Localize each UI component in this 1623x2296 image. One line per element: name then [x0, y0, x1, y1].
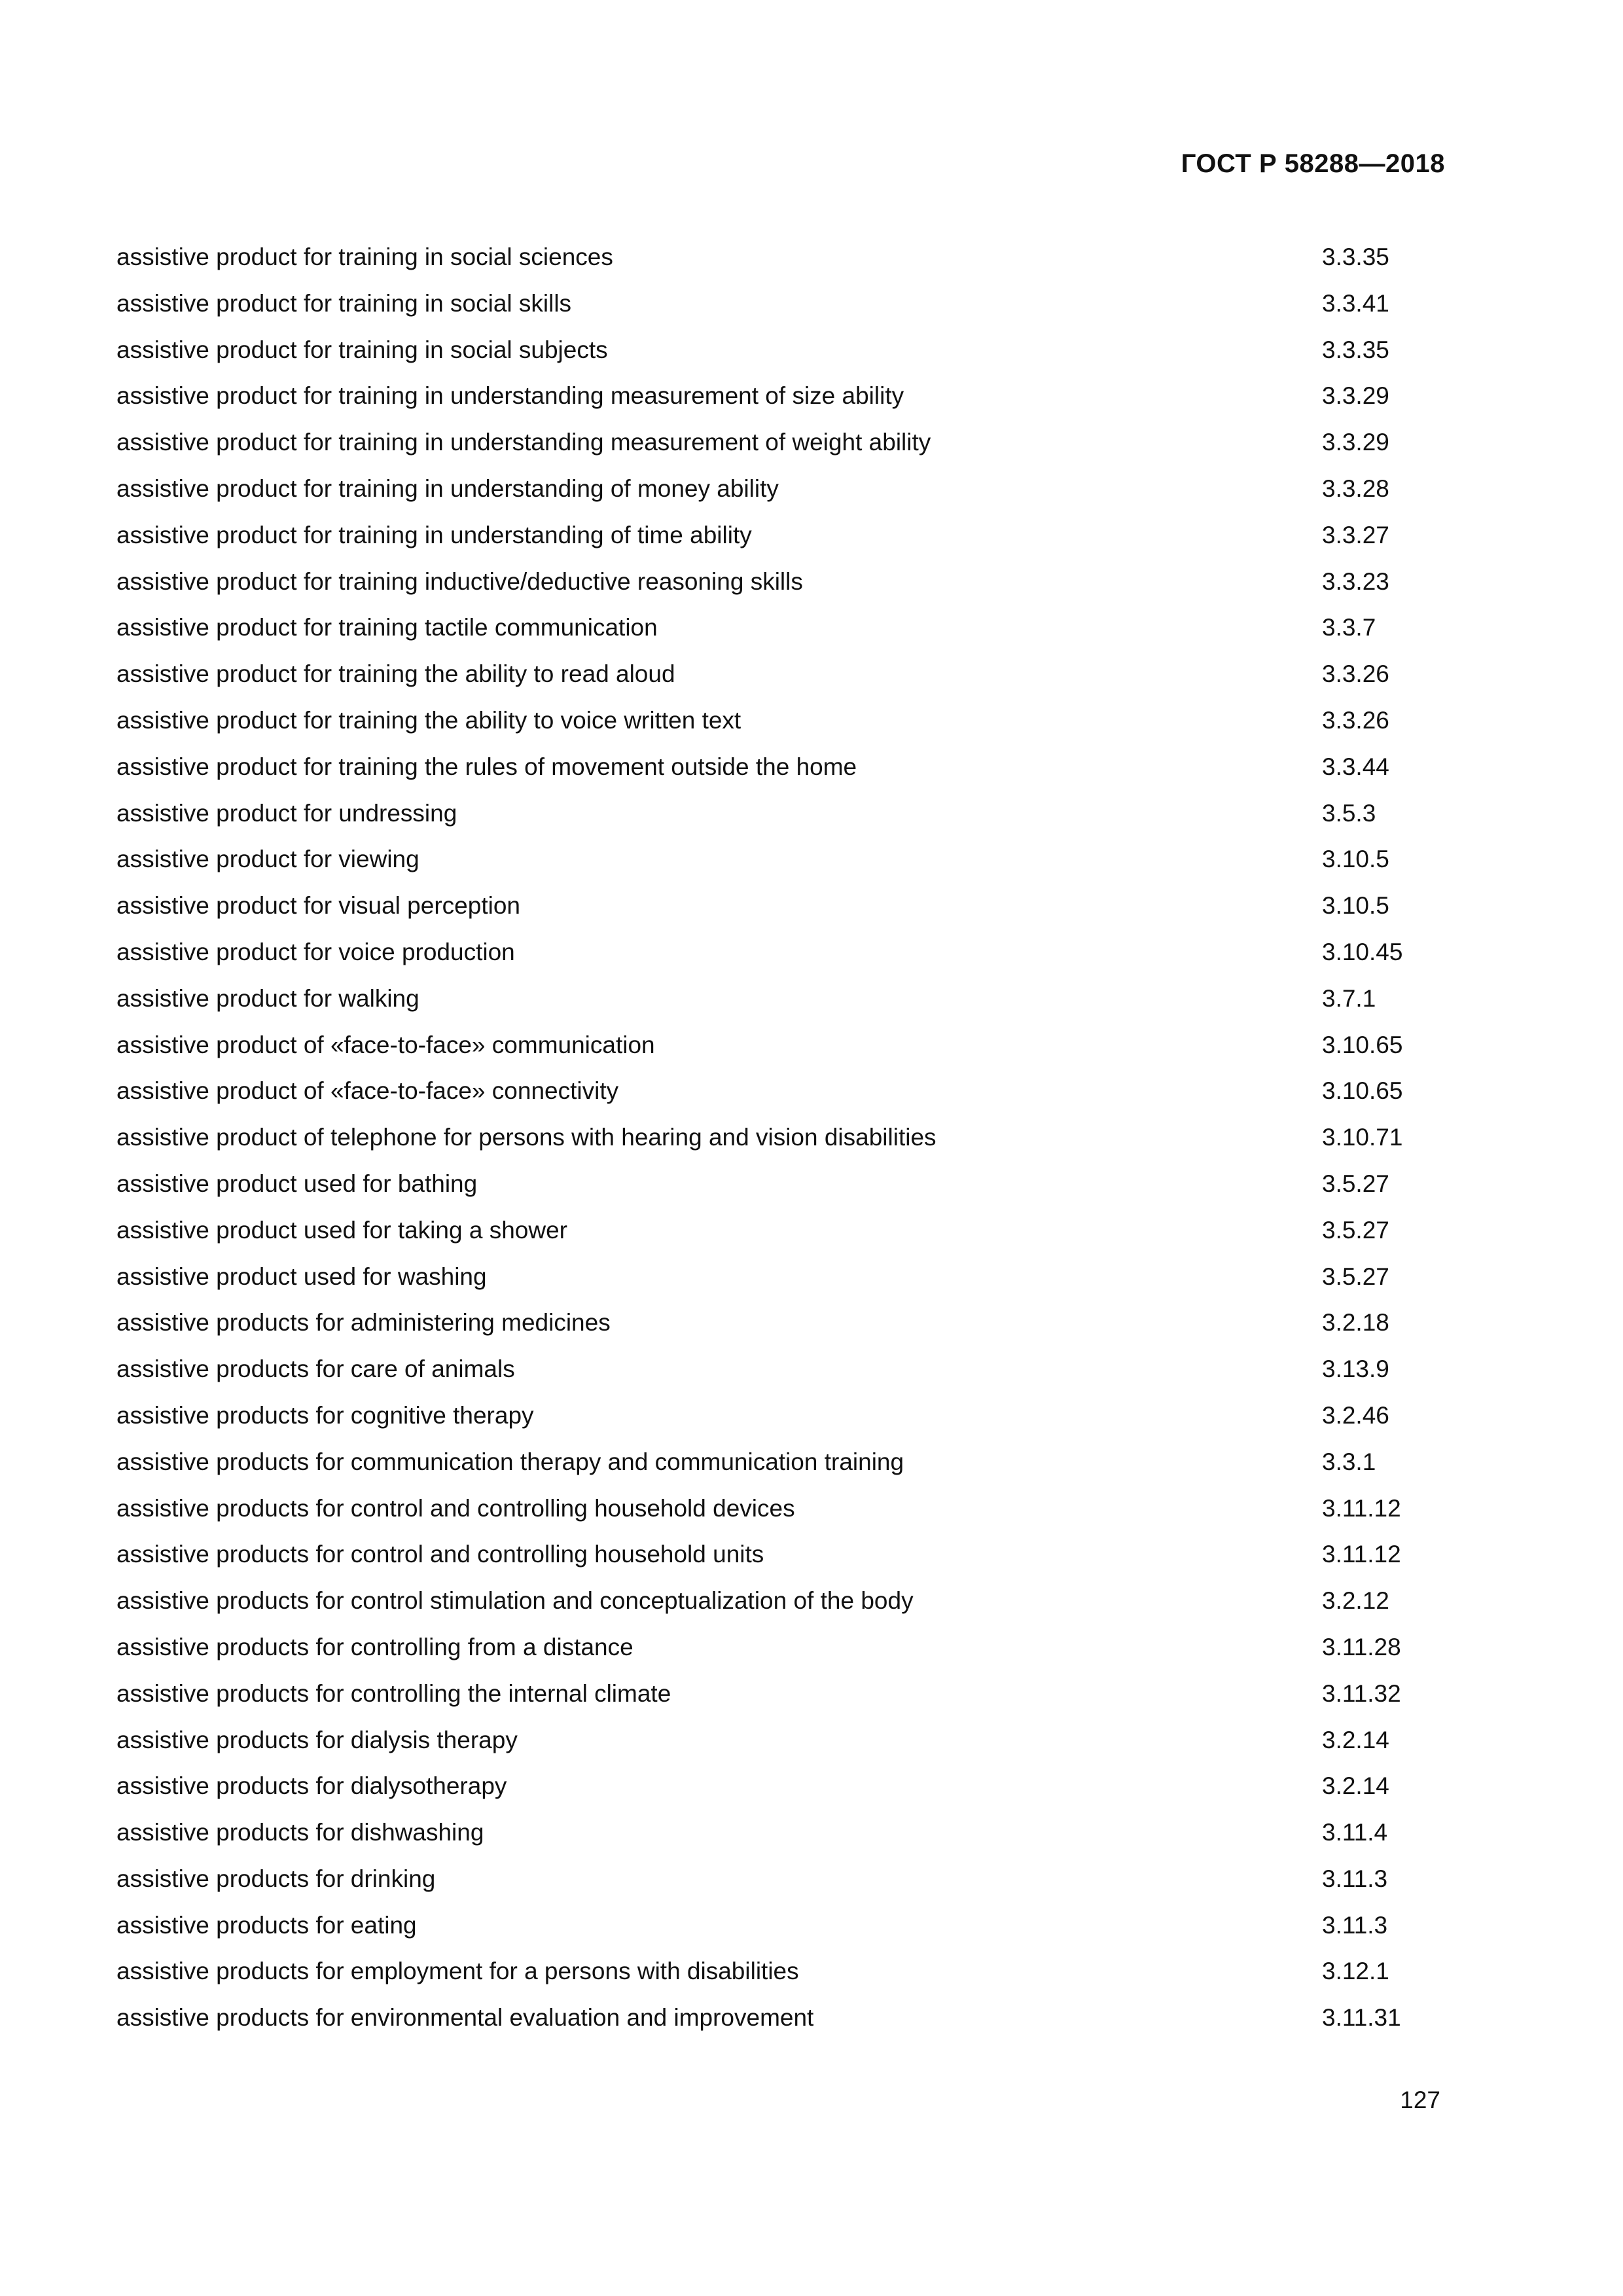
index-term: assistive products for dishwashing	[116, 1819, 484, 1846]
index-term: assistive products for care of animals	[116, 1355, 515, 1383]
index-reference: 3.5.27	[1322, 1263, 1389, 1290]
index-reference: 3.3.35	[1322, 336, 1389, 363]
index-term: assistive product used for taking a shower	[116, 1216, 567, 1244]
index-entry	[116, 1161, 1446, 1208]
index-entry	[116, 976, 1446, 1022]
index-entry	[116, 1763, 1446, 1810]
index-reference: 3.2.12	[1322, 1587, 1389, 1615]
index-entry	[116, 929, 1446, 976]
index-entry	[116, 512, 1446, 559]
index-term: assistive product for training in understanding measurement of weight ability	[116, 429, 931, 456]
index-reference: 3.2.14	[1322, 1726, 1389, 1753]
index-entry	[116, 1254, 1446, 1300]
index-term: assistive products for control stimulation and conceptualization of the body	[116, 1587, 914, 1615]
index-reference: 3.3.27	[1322, 521, 1389, 548]
index-entry	[116, 1948, 1446, 1995]
index-entry	[116, 1439, 1446, 1486]
index-entry	[116, 1532, 1446, 1578]
index-term: assistive product for training the ability to read aloud	[116, 660, 675, 688]
index-entry	[116, 836, 1446, 883]
index-term: assistive product for walking	[116, 984, 419, 1012]
index-entry	[116, 1393, 1446, 1439]
index-term: assistive products for employment for a persons with disabilities	[116, 1958, 799, 1985]
index-entry	[116, 791, 1446, 837]
index-term: assistive products for controlling from a distance	[116, 1633, 633, 1660]
index-entry	[116, 1671, 1446, 1717]
index-entry	[116, 281, 1446, 327]
index-reference: 3.2.18	[1322, 1309, 1389, 1336]
index-reference: 3.2.46	[1322, 1401, 1389, 1429]
index-entry	[116, 1022, 1446, 1069]
index-term: assistive products for dialysis therapy	[116, 1726, 518, 1753]
index-term: assistive products for controlling the internal climate	[116, 1679, 671, 1707]
index-entry	[116, 1810, 1446, 1856]
index-term: assistive products for dialysotherapy	[116, 1772, 507, 1800]
index-term: assistive products for drinking	[116, 1865, 436, 1892]
index-term: assistive product for undressing	[116, 799, 457, 827]
index-term: assistive products for eating	[116, 1911, 417, 1939]
index-term: assistive product for training in social skills	[116, 289, 572, 317]
index-term: assistive product for viewing	[116, 846, 419, 873]
index-entry	[116, 1717, 1446, 1764]
index-reference: 3.5.27	[1322, 1216, 1389, 1244]
index-entry	[116, 1995, 1446, 2041]
index-reference: 3.11.28	[1322, 1633, 1401, 1660]
index-entry	[116, 1208, 1446, 1254]
page-number: 127	[1400, 2087, 1440, 2113]
index-entry	[116, 234, 1446, 281]
index-reference: 3.3.29	[1322, 382, 1389, 410]
index-term: assistive product for visual perception	[116, 892, 520, 920]
index-reference: 3.10.71	[1322, 1124, 1403, 1151]
index-entry	[116, 1486, 1446, 1532]
index-reference: 3.3.44	[1322, 753, 1389, 780]
index-reference: 3.3.41	[1322, 289, 1389, 317]
index-reference: 3.11.32	[1322, 1679, 1401, 1707]
index-reference: 3.11.3	[1322, 1911, 1388, 1939]
term-index-list	[116, 234, 1446, 2041]
index-entry	[116, 420, 1446, 466]
index-reference: 3.11.12	[1322, 1494, 1401, 1522]
index-term: assistive product for voice production	[116, 938, 515, 965]
index-reference: 3.3.1	[1322, 1448, 1376, 1475]
index-reference: 3.3.7	[1322, 614, 1376, 641]
index-reference: 3.3.29	[1322, 429, 1389, 456]
index-reference: 3.3.35	[1322, 243, 1389, 270]
index-entry	[116, 698, 1446, 744]
index-entry	[116, 1068, 1446, 1115]
index-term: assistive product for training the ability to voice written text	[116, 706, 741, 734]
index-term: assistive product for training inductive/deductive reasoning skills	[116, 567, 803, 595]
index-entry	[116, 651, 1446, 698]
index-term: assistive product of telephone for persons with hearing and vision disabilities	[116, 1124, 936, 1151]
index-term: assistive product of «face-to-face» communication	[116, 1031, 655, 1058]
index-entry	[116, 373, 1446, 420]
index-reference: 3.10.5	[1322, 892, 1389, 920]
index-term: assistive product of «face-to-face» connectivity	[116, 1077, 619, 1105]
index-reference: 3.10.5	[1322, 846, 1389, 873]
index-reference: 3.12.1	[1322, 1958, 1389, 1985]
index-term: assistive products for environmental evaluation and improvement	[116, 2004, 814, 2032]
index-reference: 3.11.3	[1322, 1865, 1388, 1892]
index-term: assistive products for cognitive therapy	[116, 1401, 534, 1429]
index-reference: 3.5.27	[1322, 1170, 1389, 1197]
index-reference: 3.3.28	[1322, 475, 1389, 502]
index-entry	[116, 1856, 1446, 1903]
index-entry	[116, 1624, 1446, 1671]
index-entry	[116, 1115, 1446, 1161]
index-entry	[116, 1903, 1446, 1949]
index-term: assistive product for training in understanding of money ability	[116, 475, 779, 502]
index-reference: 3.2.14	[1322, 1772, 1389, 1800]
index-reference: 3.3.26	[1322, 706, 1389, 734]
index-term: assistive products for control and controlling household units	[116, 1541, 764, 1568]
index-entry	[116, 744, 1446, 791]
index-reference: 3.10.45	[1322, 938, 1403, 965]
index-entry	[116, 1300, 1446, 1346]
index-term: assistive product for training in understanding measurement of size ability	[116, 382, 904, 410]
index-entry	[116, 1578, 1446, 1624]
index-entry	[116, 466, 1446, 512]
index-term: assistive product used for washing	[116, 1263, 487, 1290]
index-entry	[116, 605, 1446, 651]
index-term: assistive product for training the rules of movement outside the home	[116, 753, 857, 780]
index-entry	[116, 883, 1446, 929]
index-entry	[116, 1346, 1446, 1393]
index-reference: 3.3.23	[1322, 567, 1389, 595]
index-reference: 3.10.65	[1322, 1077, 1403, 1105]
index-term: assistive product for training tactile communication	[116, 614, 658, 641]
index-reference: 3.11.31	[1322, 2004, 1401, 2032]
index-entry	[116, 327, 1446, 374]
index-entry	[116, 559, 1446, 605]
index-reference: 3.7.1	[1322, 984, 1376, 1012]
index-term: assistive products for communication therapy and communication training	[116, 1448, 904, 1475]
index-term: assistive product for training in understanding of time ability	[116, 521, 752, 548]
index-reference: 3.13.9	[1322, 1355, 1389, 1383]
index-reference: 3.11.12	[1322, 1541, 1401, 1568]
index-term: assistive product for training in social sciences	[116, 243, 613, 270]
index-reference: 3.3.26	[1322, 660, 1389, 688]
index-term: assistive products for administering medicines	[116, 1309, 611, 1336]
index-reference: 3.10.65	[1322, 1031, 1403, 1058]
document-header-standard-id: ГОСТ Р 58288—2018	[1181, 149, 1445, 178]
index-term: assistive product used for bathing	[116, 1170, 478, 1197]
index-term: assistive products for control and controlling household devices	[116, 1494, 795, 1522]
index-reference: 3.5.3	[1322, 799, 1376, 827]
index-term: assistive product for training in social subjects	[116, 336, 608, 363]
index-reference: 3.11.4	[1322, 1819, 1388, 1846]
